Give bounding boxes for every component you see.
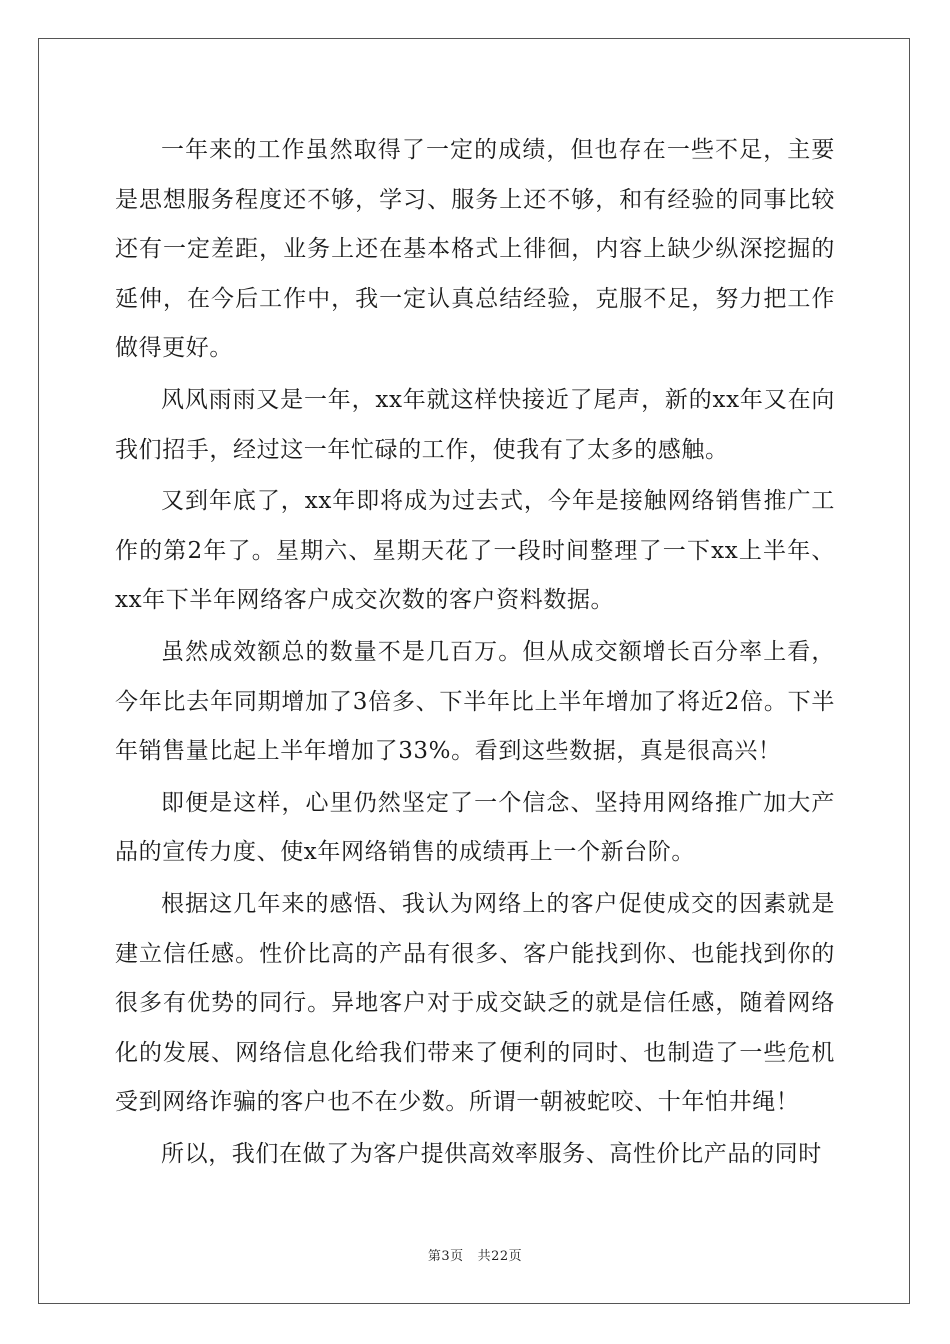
paragraph: 即便是这样，心里仍然坚定了一个信念、坚持用网络推广加大产品的宣传力度、使x年网络销售的成绩再上一个新台阶。 bbox=[115, 789, 835, 866]
paragraph: 虽然成效额总的数量不是几百万。但从成交额增长百分率上看，今年比去年同期增加了3倍多、下半年比上半年增加了将近2倍。下半年销售量比起上半年增加了33%。看到这些数据，真是很高兴！ bbox=[115, 638, 835, 765]
paragraph: 一年来的工作虽然取得了一定的成绩，但也存在一些不足，主要是思想服务程度还不够，学习、服务上还不够，和有经验的同事比较还有一定差距，业务上还在基本格式上徘徊，内容上缺少纵深挖掘的延伸，在今后工作中，我一定认真总结经验，克服不足，努力把工作做得更好。 bbox=[115, 137, 835, 362]
page-number: 第3页 bbox=[427, 1249, 464, 1264]
paragraph: 风风雨雨又是一年，xx年就这样快接近了尾声，新的xx年又在向我们招手，经过这一年忙碌的工作，使我有了太多的感触。 bbox=[115, 386, 835, 463]
paragraph: 所以，我们在做了为客户提供高效率服务、高性价比产品的同时 bbox=[161, 1140, 822, 1167]
document-body bbox=[115, 126, 835, 1181]
page-footer bbox=[0, 1245, 950, 1264]
page-total: 共22页 bbox=[477, 1249, 523, 1264]
paragraph: 根据这几年来的感悟、我认为网络上的客户促使成交的因素就是建立信任感。性价比高的产品有很多、客户能找到你、也能找到你的很多有优势的同行。异地客户对于成交缺乏的就是信任感，随着网络化的发展、网络信息化给我们带来了便利的同时、也制造了一些危机受到网络诈骗的客户也不在少数。所谓一朝被蛇咬、十年怕井绳！ bbox=[115, 890, 835, 1116]
paragraph: 又到年底了，xx年即将成为过去式，今年是接触网络销售推广工作的第2年了。星期六、星期天花了一段时间整理了一下xx上半年、xx年下半年网络客户成交次数的客户资料数据。 bbox=[115, 488, 835, 614]
